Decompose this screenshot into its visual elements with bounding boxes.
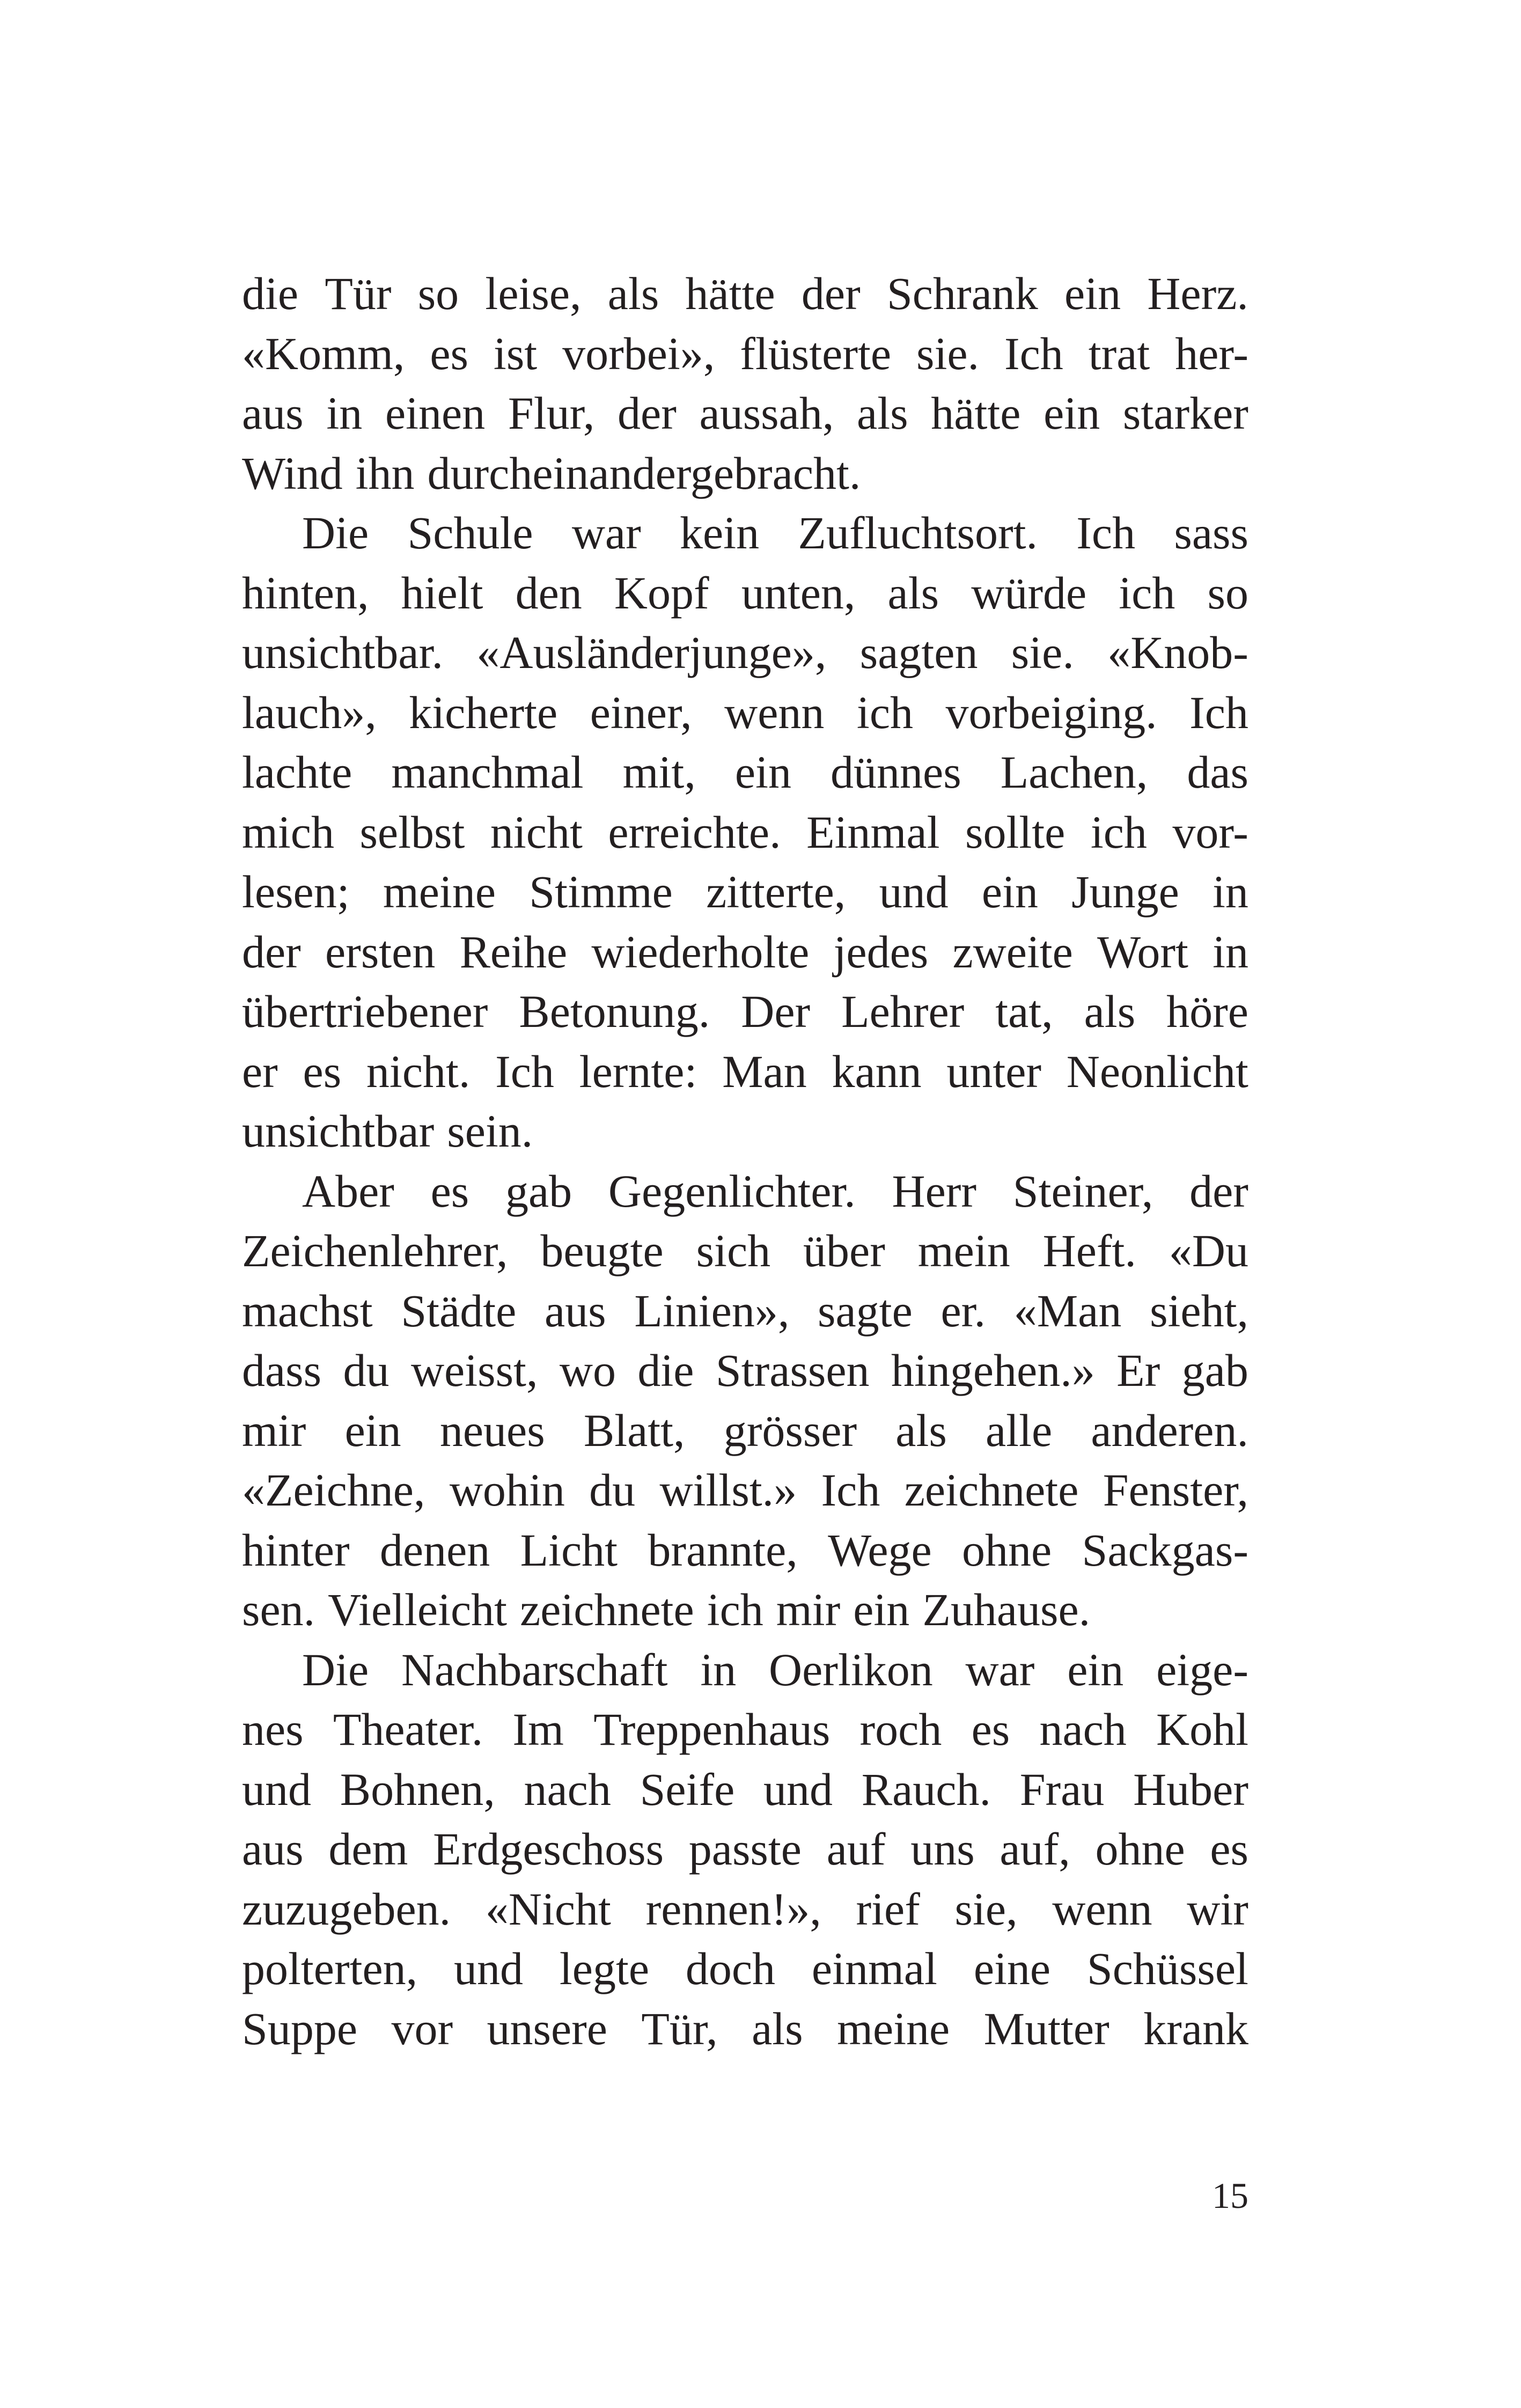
word: durcheinandergebracht. [427, 447, 861, 499]
word: Steiner, [1012, 1165, 1153, 1217]
word: Mutter [983, 2002, 1109, 2054]
word: aus [242, 1823, 304, 1875]
word: machst [242, 1284, 373, 1337]
word: Man [722, 1045, 807, 1097]
word: manchmal [391, 746, 584, 798]
word: Die [302, 1643, 369, 1695]
word: es [1210, 1823, 1248, 1875]
word: auf, [1000, 1823, 1070, 1875]
word: uns [910, 1823, 975, 1875]
word: legte [559, 1943, 650, 1994]
word: ist [493, 327, 538, 379]
word: kicherte [409, 686, 558, 738]
word: Suppe [242, 2002, 357, 2054]
word: tat, [995, 986, 1053, 1037]
word: Theater. [333, 1704, 483, 1755]
word: polterten, [242, 1943, 418, 1994]
word: ich [707, 1584, 763, 1635]
word: Ich [821, 1464, 880, 1516]
text-line [242, 1521, 1248, 1581]
word: aus [242, 387, 304, 439]
word: Junge [1071, 866, 1179, 917]
word: Nachbarschaft [401, 1643, 668, 1695]
word: erreichte. [608, 806, 781, 858]
word: und [454, 1943, 524, 1994]
text-line [242, 1939, 1248, 1999]
word: ich [856, 686, 913, 738]
word: hingehen.» [891, 1345, 1095, 1396]
word: sass [1174, 507, 1248, 559]
word: und [242, 1763, 311, 1815]
word: Seife [640, 1763, 735, 1815]
word: in [1213, 866, 1248, 917]
word: Wind [242, 447, 343, 499]
word: Flur, [508, 387, 595, 439]
word: «Zeichne, [242, 1464, 425, 1516]
word: unsere [487, 2002, 607, 2054]
word: Tür [325, 268, 392, 319]
word: Linien», [634, 1284, 790, 1337]
word: gab [505, 1165, 572, 1217]
word: wohin [449, 1464, 565, 1516]
word: Kopf [614, 567, 709, 619]
word: als [895, 1404, 947, 1456]
word: krank [1143, 2002, 1248, 2054]
word: Reihe [459, 926, 568, 978]
word: er [242, 1045, 278, 1097]
word: «Komm, [242, 327, 405, 379]
text-line [242, 563, 1248, 623]
text-line [242, 1999, 1248, 2059]
word: auf [826, 1823, 886, 1875]
text-line [242, 1341, 1248, 1401]
word: Strassen [715, 1345, 870, 1396]
text-line [242, 922, 1248, 982]
text-line [242, 1102, 1248, 1162]
word: zuzugeben. [242, 1883, 451, 1935]
word: Bohnen, [340, 1763, 495, 1815]
word: der [1189, 1165, 1248, 1217]
word: Fenster, [1103, 1464, 1248, 1516]
word: vor- [1172, 806, 1248, 858]
word: ersten [325, 926, 436, 978]
word: unten, [741, 567, 856, 619]
word: vor [391, 2002, 453, 2054]
word: willst.» [659, 1464, 797, 1516]
word: nach [524, 1763, 611, 1815]
body-text [242, 264, 1248, 2059]
word: Schüssel [1086, 1943, 1248, 1994]
word: meine [837, 2002, 950, 2054]
text-line [242, 1042, 1248, 1102]
word: der [618, 387, 677, 439]
word: her- [1175, 327, 1248, 379]
word: starker [1122, 387, 1248, 439]
text-line [242, 384, 1248, 444]
word: den [515, 567, 582, 619]
text-line [242, 1760, 1248, 1820]
word: Der [741, 986, 811, 1037]
word: der [242, 926, 301, 978]
word: wo [559, 1345, 616, 1396]
text-line [242, 623, 1248, 683]
word: Schrank [886, 268, 1038, 319]
word: sieht, [1150, 1284, 1248, 1337]
word: Huber [1133, 1763, 1248, 1815]
word: meine [383, 866, 496, 917]
word: sie. [1011, 627, 1074, 678]
word: ein [981, 866, 1038, 917]
word: der [801, 268, 861, 319]
word: Vielleicht [328, 1584, 508, 1635]
word: als [607, 268, 659, 319]
text-line [242, 1281, 1248, 1341]
word: in [700, 1643, 737, 1695]
word: unsichtbar [242, 1105, 435, 1157]
word: zitterte, [706, 866, 846, 917]
word: sen. [242, 1584, 315, 1635]
word: ohne [962, 1524, 1052, 1576]
word: wiederholte [591, 926, 810, 978]
word: gab [1181, 1345, 1248, 1396]
word: hinten, [242, 567, 369, 619]
text-line [242, 1580, 1248, 1640]
word: nicht [490, 806, 583, 858]
word: aussah, [699, 387, 834, 439]
text-line [242, 1460, 1248, 1521]
text-line [242, 503, 1248, 563]
word: zweite [952, 926, 1073, 978]
text-line [242, 683, 1248, 743]
word: sich [696, 1225, 771, 1276]
word: Neonlicht [1066, 1045, 1248, 1097]
word: «Du [1169, 1225, 1248, 1276]
word: selbst [359, 806, 465, 858]
word: ein [1044, 387, 1100, 439]
word: es [430, 327, 468, 379]
word: unter [946, 1045, 1042, 1097]
text-line [242, 264, 1248, 324]
word: Stimme [529, 866, 673, 917]
word: als [752, 2002, 803, 2054]
word: trat [1088, 327, 1150, 379]
word: jedes [833, 926, 929, 978]
word: lauch», [242, 686, 377, 738]
word: sagte [818, 1284, 913, 1337]
word: hielt [401, 567, 483, 619]
word: nes [242, 1704, 304, 1755]
word: mich [242, 806, 334, 858]
word: weisst, [410, 1345, 538, 1396]
word: er. [940, 1284, 986, 1337]
word: nicht. [366, 1045, 471, 1097]
word: sie, [954, 1883, 1018, 1935]
word: so [1207, 567, 1248, 619]
word: unsichtbar. [242, 627, 443, 678]
word: einen [385, 387, 486, 439]
word: wenn [724, 686, 825, 738]
word: zeichnete [520, 1584, 694, 1635]
word: als [1084, 986, 1136, 1037]
word: dass [242, 1345, 322, 1396]
word: Kohl [1156, 1704, 1248, 1755]
word: Lehrer [841, 986, 965, 1037]
word: alle [986, 1404, 1053, 1456]
word: so [417, 268, 459, 319]
word: Tür, [641, 2002, 718, 2054]
word: «Man [1013, 1284, 1122, 1337]
word: Herr [892, 1165, 977, 1217]
word: ich [1119, 567, 1175, 619]
text-line [242, 1221, 1248, 1281]
word: wenn [1052, 1883, 1152, 1935]
text-line [242, 1162, 1248, 1222]
word: du [589, 1464, 636, 1516]
word: hätte [931, 387, 1021, 439]
word: mir [242, 1404, 306, 1456]
word: du [343, 1345, 390, 1396]
word: übertriebener [242, 986, 488, 1037]
word: Ich [1189, 686, 1248, 738]
word: vorbeiging. [945, 686, 1157, 738]
text-line [242, 1880, 1248, 1940]
word: das [1187, 746, 1248, 798]
word: Sackgas- [1082, 1524, 1248, 1576]
word: als [857, 387, 908, 439]
word: ein [344, 1404, 401, 1456]
word: Zuhause. [922, 1584, 1091, 1635]
word: als [887, 567, 939, 619]
word: lachte [242, 746, 352, 798]
word: Einmal [806, 806, 940, 858]
word: lernte: [579, 1045, 697, 1097]
word: hätte [685, 268, 775, 319]
word: war [571, 507, 641, 559]
word: Heft. [1042, 1225, 1136, 1276]
text-line [242, 1819, 1248, 1880]
word: über [803, 1225, 885, 1276]
word: ihn [355, 447, 415, 499]
word: leise, [485, 268, 582, 319]
word: Frau [1019, 1763, 1105, 1815]
word: neues [439, 1404, 545, 1456]
word: ohne [1095, 1823, 1185, 1875]
word: Oerlikon [769, 1643, 933, 1695]
word: Ich [495, 1045, 554, 1097]
text-line [242, 1401, 1248, 1461]
word: dem [328, 1823, 408, 1875]
word: sein. [447, 1105, 533, 1157]
page-number: 15 [1212, 2175, 1248, 2216]
word: es [303, 1045, 342, 1097]
word: anderen. [1091, 1404, 1248, 1456]
word: roch [859, 1704, 942, 1755]
word: Licht [520, 1524, 618, 1576]
word: ein [734, 746, 791, 798]
word: Er [1116, 1345, 1160, 1396]
word: denen [379, 1524, 490, 1576]
word: Treppenhaus [593, 1704, 831, 1755]
word: Die [302, 507, 369, 559]
word: mir [776, 1584, 841, 1635]
word: ein [1067, 1643, 1124, 1695]
word: Schule [407, 507, 533, 559]
word: Lachen, [1000, 746, 1148, 798]
word: wir [1187, 1883, 1248, 1935]
word: mein [917, 1225, 1010, 1276]
word: sie. [916, 327, 980, 379]
word: Erdgeschoss [433, 1823, 664, 1875]
word: Wege [828, 1524, 932, 1576]
word: es [430, 1165, 469, 1217]
word: lesen; [242, 866, 350, 917]
word: dünnes [831, 746, 961, 798]
word: zeichnete [904, 1464, 1079, 1516]
word: einer, [590, 686, 692, 738]
word: Aber [302, 1165, 394, 1217]
word: in [1213, 926, 1248, 978]
word: Zufluchtsort. [798, 507, 1038, 559]
word: ein [1064, 268, 1121, 319]
word: würde [971, 567, 1087, 619]
word: ich [1090, 806, 1147, 858]
word: flüsterte [740, 327, 892, 379]
word: aus [544, 1284, 606, 1337]
word: und [879, 866, 949, 917]
word: sollte [965, 806, 1066, 858]
word: brannte, [648, 1524, 798, 1576]
text-line [242, 862, 1248, 922]
word: ein [853, 1584, 910, 1635]
text-line [242, 743, 1248, 803]
word: Städte [401, 1284, 517, 1337]
word: einmal [811, 1943, 937, 1994]
text-line [242, 803, 1248, 863]
word: höre [1166, 986, 1248, 1037]
word: «Ausländerjunge», [476, 627, 827, 678]
text-line [242, 982, 1248, 1042]
word: Zeichenlehrer, [242, 1225, 508, 1276]
word: grösser [723, 1404, 857, 1456]
word: sagten [859, 627, 978, 678]
word: passte [688, 1823, 802, 1875]
word: Betonung. [519, 986, 710, 1037]
word: «Knob- [1107, 627, 1248, 678]
word: eige- [1156, 1643, 1248, 1695]
word: die [637, 1345, 694, 1396]
word: Rauch. [861, 1763, 991, 1815]
word: Ich [1004, 327, 1063, 379]
word: Herz. [1147, 268, 1248, 319]
word: hinter [242, 1524, 350, 1576]
word: vorbei», [562, 327, 715, 379]
word: nach [1039, 1704, 1127, 1755]
word: Ich [1076, 507, 1136, 559]
word: die [242, 268, 299, 319]
word: «Nicht [485, 1883, 611, 1935]
word: beugte [540, 1225, 664, 1276]
text-line [242, 324, 1248, 384]
text-line [242, 1640, 1248, 1700]
word: doch [685, 1943, 776, 1994]
word: in [326, 387, 363, 439]
text-line [242, 444, 1248, 504]
word: es [971, 1704, 1010, 1755]
word: rennen!», [645, 1883, 821, 1935]
text-line [242, 1700, 1248, 1760]
word: kann [832, 1045, 922, 1097]
word: Blatt, [583, 1404, 685, 1456]
word: rief [856, 1883, 920, 1935]
word: Im [512, 1704, 564, 1755]
word: war [965, 1643, 1035, 1695]
word: kein [680, 507, 760, 559]
word: eine [973, 1943, 1051, 1994]
word: mit, [622, 746, 696, 798]
word: Gegenlichter. [608, 1165, 856, 1217]
word: Wort [1097, 926, 1188, 978]
word: und [763, 1763, 833, 1815]
